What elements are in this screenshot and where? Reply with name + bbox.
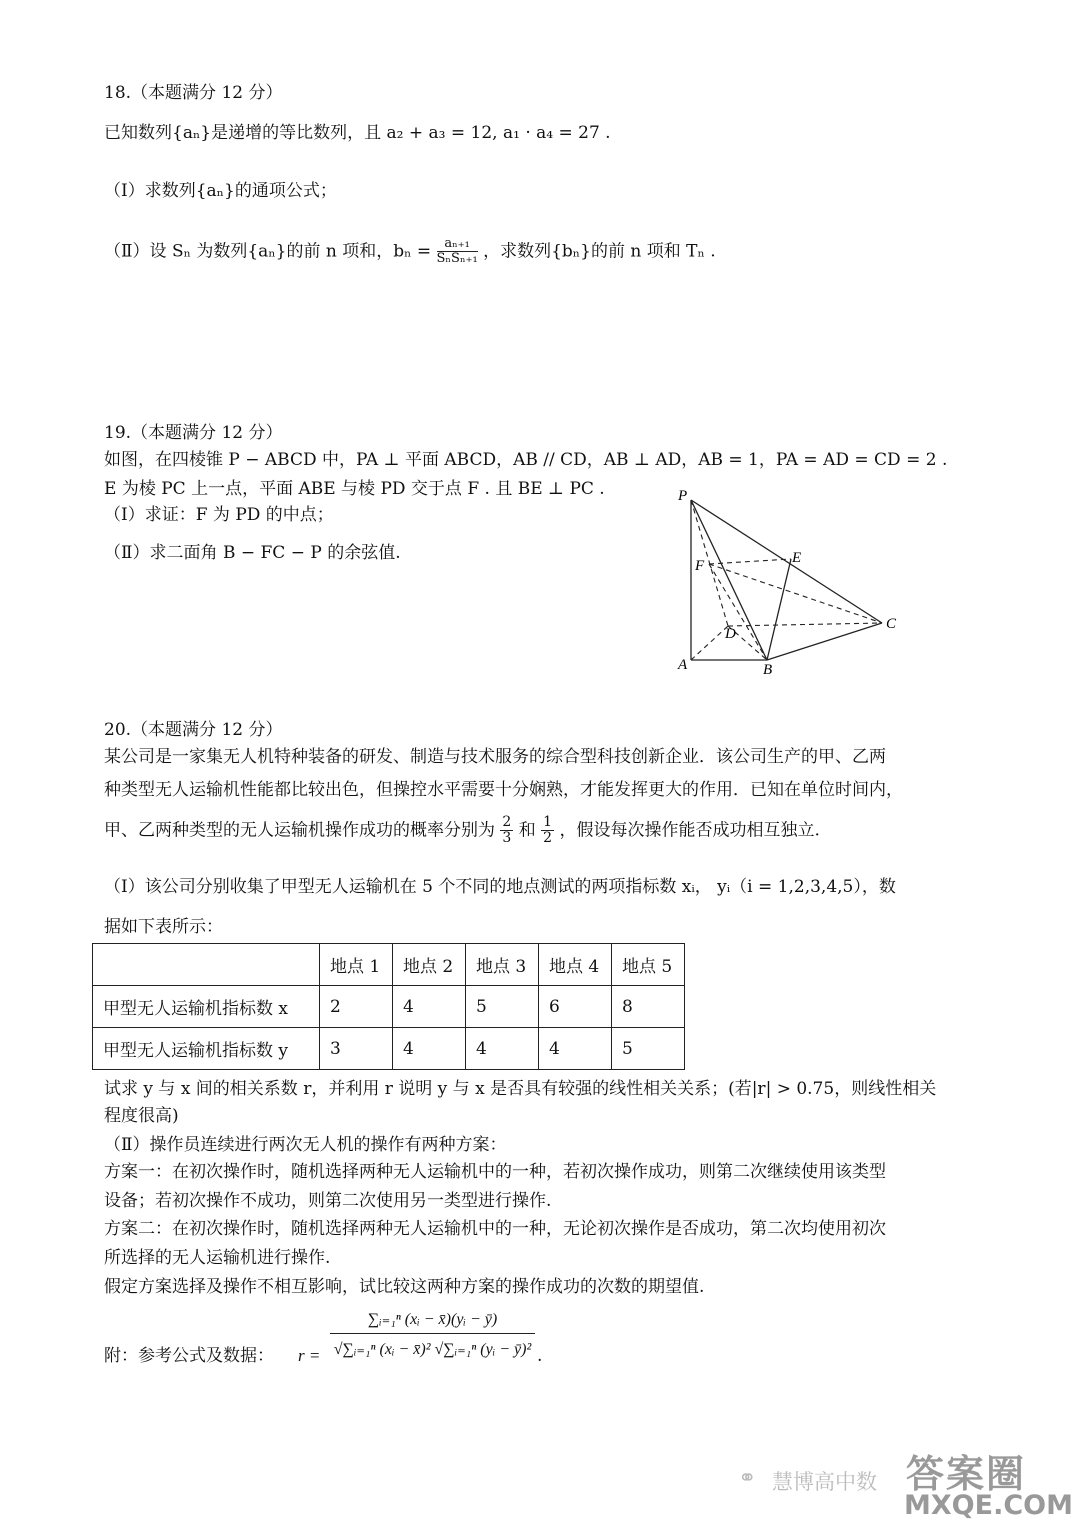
watermark-logo: 答案圈 — [906, 1452, 1027, 1496]
table-cell: 甲型无人运输机指标数 x — [93, 986, 320, 1028]
table-header-row — [93, 944, 685, 986]
table-cell: 6 — [539, 986, 612, 1028]
table-cell: 3 — [320, 1028, 393, 1070]
wechat-icon: ⚭ — [738, 1466, 757, 1491]
table-header-cell — [93, 944, 320, 986]
q20-para3-post: ，假设每次操作能否成功相互独立. — [559, 820, 820, 841]
table-cell: 甲型无人运输机指标数 y — [93, 1028, 320, 1070]
q20-after2: 程度很高) — [104, 1106, 179, 1126]
q20-after1: 试求 y 与 x 间的相关系数 r，并利用 r 说明 y 与 x 是否具有较强的线性相关关系；(若|r| > 0.75，则线性相关 — [104, 1079, 937, 1099]
table-cell: 4 — [393, 1028, 466, 1070]
table-cell: 5 — [612, 1028, 685, 1070]
q18-b-fraction — [437, 237, 478, 267]
table-cell: 4 — [466, 1028, 539, 1070]
label-B: B — [763, 662, 773, 678]
q20-plan1-line2: 设备；若初次操作不成功，则第二次使用另一类型进行操作. — [104, 1191, 552, 1211]
q20-plan2-line2: 所选择的无人运输机进行操作. — [104, 1248, 331, 1268]
q20-para3 — [104, 815, 820, 847]
formula-period: . — [537, 1346, 543, 1366]
q18-b-numerator: aₙ₊₁ — [437, 237, 478, 252]
table-row — [93, 986, 685, 1028]
indicator-table — [92, 943, 685, 1070]
q18-stem: 已知数列{aₙ}是递增的等比数列，且 a₂ + a₃ = 12, a₁ · a₄ = 27 . — [104, 123, 611, 143]
q20-para1: 某公司是一家集无人机特种装备的研发、制造与技术服务的综合型科技创新企业．该公司生产的甲、乙两 — [104, 747, 886, 767]
label-P: P — [678, 488, 688, 504]
prob-fraction-2 — [541, 815, 554, 847]
table-header-cell: 地点 4 — [539, 944, 612, 986]
formula-denominator: √∑ᵢ₌₁ⁿ (xᵢ − x̄)² √∑ᵢ₌₁ⁿ (yᵢ − ȳ)² — [333, 1341, 532, 1359]
formula-numerator: ∑ᵢ₌₁ⁿ (xᵢ − x̄)(yᵢ − ȳ) — [330, 1310, 535, 1334]
q20-plan1-line1: 方案一：在初次操作时，随机选择两种无人运输机中的一种，若初次操作成功，则第二次继续使用该类型 — [104, 1162, 886, 1182]
label-A: A — [678, 657, 688, 673]
q19-part1: （Ⅰ）求证：F 为 PD 的中点； — [104, 505, 334, 525]
q18-b-denominator: SₙSₙ₊₁ — [436, 251, 478, 267]
q20-plan2-line1: 方案二：在初次操作时，随机选择两种无人运输机中的一种，无论初次操作是否成功，第二次均使用初次 — [104, 1219, 886, 1239]
formula-lhs: r = — [298, 1346, 321, 1365]
label-F: F — [695, 558, 705, 574]
q18-title: 18.（本题满分 12 分） — [104, 83, 283, 103]
watermark-source: 慧博高中数 — [772, 1470, 877, 1494]
table-cell: 2 — [320, 986, 393, 1028]
table-cell: 4 — [393, 986, 466, 1028]
q18-part2-pre: （Ⅱ）设 Sₙ 为数列{aₙ}的前 n 项和，bₙ = — [104, 241, 432, 262]
q20-para3-pre: 甲、乙两种类型的无人运输机操作成功的概率分别为 — [104, 820, 495, 841]
label-E: E — [792, 550, 802, 566]
table-header-cell: 地点 2 — [393, 944, 466, 986]
q20-assumption: 假定方案选择及操作不相互影响，试比较这两种方案的操作成功的次数的期望值. — [104, 1277, 705, 1297]
prob-fraction-2-num: 1 — [543, 814, 553, 830]
q20-para2: 种类型无人运输机性能都比较出色，但操控水平需要十分娴熟，才能发挥更大的作用．已知在单位时间内， — [104, 780, 903, 800]
q19-part2: （Ⅱ）求二面角 B − FC − P 的余弦值. — [104, 543, 401, 563]
pyramid-figure — [670, 485, 910, 680]
q20-part1-line1: （Ⅰ）该公司分别收集了甲型无人运输机在 5 个不同的地点测试的两项指标数 xᵢ， yᵢ（i = 1,2,3,4,5），数 — [104, 877, 896, 897]
watermark-site: MXQE.COM — [904, 1490, 1073, 1521]
table-cell: 5 — [466, 986, 539, 1028]
label-C: C — [886, 616, 897, 632]
prob-fraction-2-den: 2 — [543, 830, 553, 847]
q19-line2: E 为棱 PC 上一点，平面 ABE 与棱 PD 交于点 F . 且 BE ⊥ PC . — [104, 479, 605, 499]
q20-part1-line2: 据如下表所示： — [104, 917, 223, 937]
correlation-formula — [330, 1310, 535, 1359]
q18-part2 — [104, 237, 716, 267]
q20-part2-title: （Ⅱ）操作员连续进行两次无人机的操作有两种方案： — [104, 1135, 507, 1155]
q20-and: 和 — [518, 820, 536, 841]
table-header-cell: 地点 1 — [320, 944, 393, 986]
table-cell: 4 — [539, 1028, 612, 1070]
prob-fraction-1-den: 3 — [502, 830, 512, 847]
reference-label: 附：参考公式及数据： — [104, 1346, 274, 1366]
table-row — [93, 1028, 685, 1070]
table-header-cell: 地点 3 — [466, 944, 539, 986]
table-header-cell: 地点 5 — [612, 944, 685, 986]
q19-line1: 如图，在四棱锥 P − ABCD 中，PA ⊥ 平面 ABCD，AB // CD，AB ⊥ AD，AB = 1，PA = AD = CD = 2 . — [104, 450, 948, 470]
q20-title: 20.（本题满分 12 分） — [104, 720, 283, 740]
q18-part1: （Ⅰ）求数列{aₙ}的通项公式； — [104, 181, 337, 201]
label-D: D — [725, 626, 736, 642]
prob-fraction-1 — [500, 815, 513, 847]
q18-part2-post: ，求数列{bₙ}的前 n 项和 Tₙ . — [483, 241, 716, 262]
q19-title: 19.（本题满分 12 分） — [104, 423, 283, 443]
prob-fraction-1-num: 2 — [502, 814, 512, 830]
table-cell: 8 — [612, 986, 685, 1028]
